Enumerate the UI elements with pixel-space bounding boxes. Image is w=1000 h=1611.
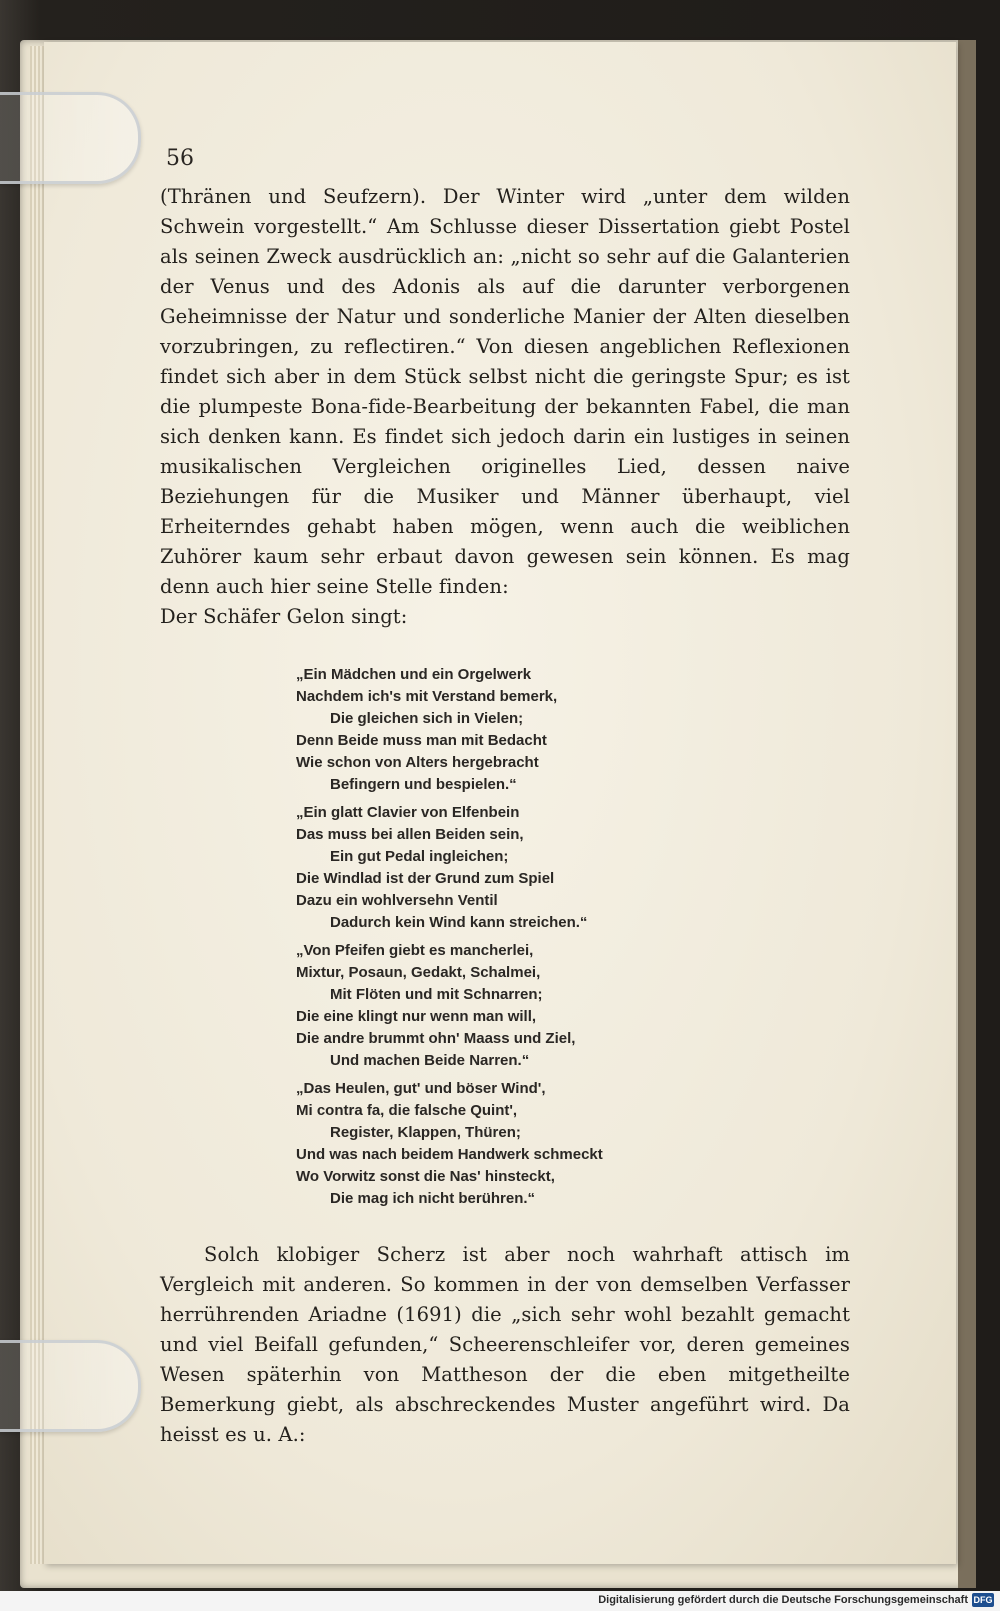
body-text-bottom (160, 1240, 850, 1450)
poem-line: „Ein Mädchen und ein Orgelwerk (296, 666, 532, 683)
poem-stanza (296, 940, 716, 1072)
poem-line: Die Windlad ist der Grund zum Spiel (296, 870, 555, 887)
poem-line: Und machen Beide Narren.“ (330, 1052, 530, 1069)
poem-stanza (296, 664, 716, 796)
poem-line: Das muss bei allen Beiden sein, (296, 826, 524, 843)
poem-stanza (296, 802, 716, 934)
poem-line: Dazu ein wohlversehn Ventil (296, 892, 498, 909)
poem-line: Die gleichen sich in Vielen; (330, 710, 524, 727)
poem-line: Mi contra fa, die falsche Quint', (296, 1102, 518, 1119)
footer-bar (0, 1591, 1000, 1611)
poem-line: „Ein glatt Clavier von Elfenbein (296, 804, 520, 821)
poem-line: Dadurch kein Wind kann streichen.“ (330, 914, 588, 931)
poem-line: Die eine klingt nur wenn man will, (296, 1008, 537, 1025)
poem-line: Die andre brummt ohn' Maass und Ziel, (296, 1030, 576, 1047)
page-clip-top (0, 92, 141, 184)
poem-line: Die mag ich nicht berühren.“ (330, 1190, 536, 1207)
poem-stanza (296, 1078, 716, 1210)
body-text-top (160, 182, 850, 632)
poem-line: Und was nach beidem Handwerk schmeckt (296, 1146, 603, 1163)
poem-line: Denn Beide muss man mit Bedacht (296, 732, 547, 749)
paragraph: Solch klobiger Scherz ist aber noch wahrhaft attisch im Vergleich mit anderen. So kommen in der von demselben Verfasser herrührenden Ariadne (1691) die „sich sehr wohl bezahlt gemacht und viel Beifall gefunden,“ Scheerenschleifer vor, deren gemeines Wesen späterhin von Mattheson der die eben mitgetheilte Bemerkung giebt, als abschreckendes Muster angeführt wird. Da heisst es u. A.: (160, 1243, 850, 1446)
poem-line: „Das Heulen, gut' und böser Wind', (296, 1080, 546, 1097)
paragraph: (Thränen und Seufzern). Der Winter wird „unter dem wilden Schwein vorgestellt.“ Am Schlusse dieser Dissertation giebt Postel als seinen Zweck ausdrücklich an: „nicht so sehr auf die Galanterien der Venus und des Adonis als auf die darunter verborgenen Geheimnisse der Natur und sonderliche Manier der Alten dieselben vorzubringen, zu reflectiren.“ Von diesen angeblichen Reflexionen findet sich aber in dem Stück selbst nicht die geringste Spur; es ist die plumpeste Bona-fide-Bearbeitung der bekannten Fabel, die man sich denken kann. Es findet sich jedoch darin ein lustiges in seinen musikalischen Vergleichen originelles Lied, dessen naive Beziehungen für die Musiker und Männer überhaupt, viel Erheiterndes gehabt haben mögen, wenn auch die weiblichen Zuhörer kaum sehr erbaut davon gewesen sein können. Es mag denn auch hier seine Stelle finden: (160, 185, 850, 598)
funding-credit: Digitalisierung gefördert durch die Deutsche Forschungsgemeinschaft (598, 1594, 968, 1606)
poem-line: „Von Pfeifen giebt es mancherlei, (296, 942, 534, 959)
poem-line: Ein gut Pedal ingleichen; (330, 848, 509, 865)
poem-line: Mit Flöten und mit Schnarren; (330, 986, 543, 1003)
paragraph: Der Schäfer Gelon singt: (160, 605, 408, 628)
poem-line: Wie schon von Alters hergebracht (296, 754, 539, 771)
poem-line: Nachdem ich's mit Verstand bemerk, (296, 688, 558, 705)
poem-line: Mixtur, Posaun, Gedakt, Schalmei, (296, 964, 541, 981)
dfg-logo-icon: DFG (973, 1595, 993, 1605)
poem (296, 664, 716, 1216)
page-clip-bottom (0, 1340, 141, 1432)
page-number: 56 (166, 146, 194, 171)
poem-line: Wo Vorwitz sonst die Nas' hinsteckt, (296, 1168, 555, 1185)
binding-strip (958, 40, 976, 1588)
poem-line: Register, Klappen, Thüren; (330, 1124, 521, 1141)
poem-line: Befingern und bespielen.“ (330, 776, 517, 793)
